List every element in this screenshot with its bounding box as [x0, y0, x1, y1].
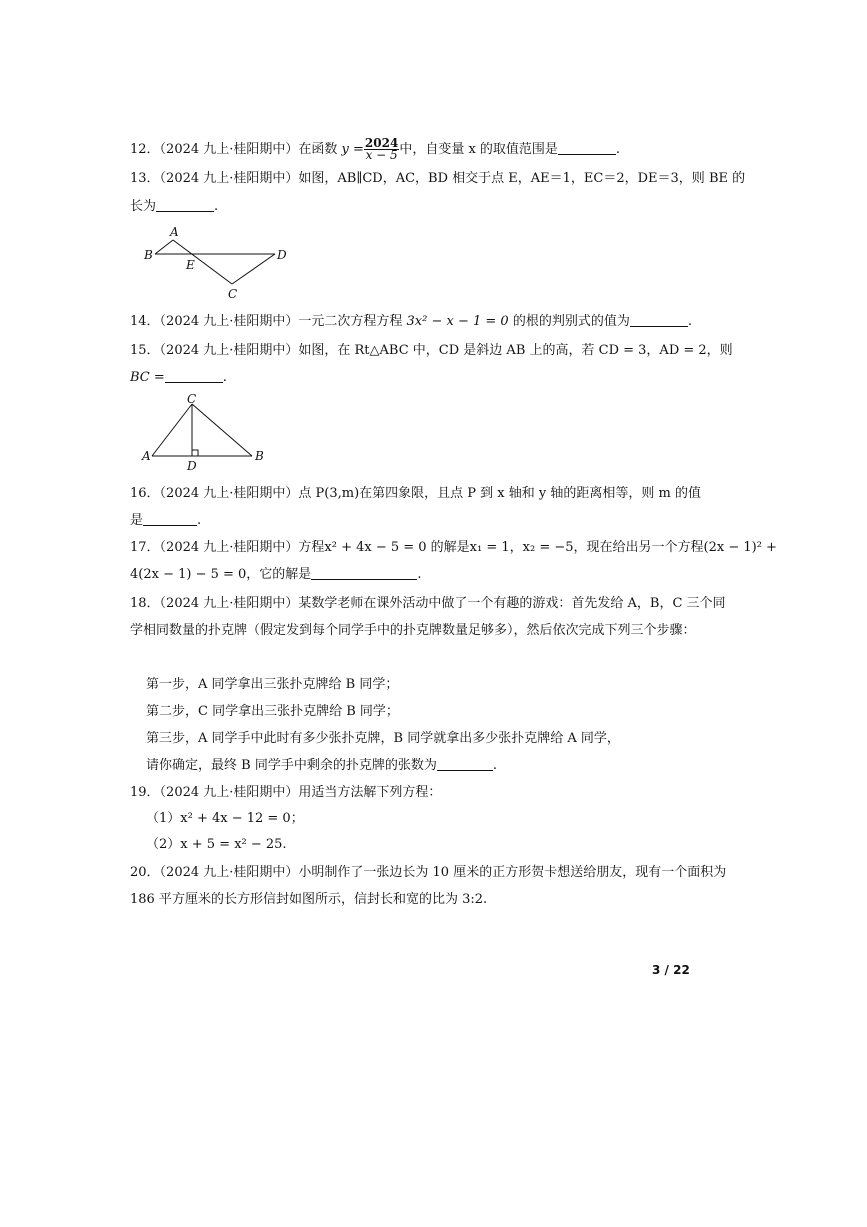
- question-15-line2: BC = .: [130, 370, 227, 385]
- answer-blank[interactable]: [156, 198, 214, 212]
- question-19-sub1: （1）x² + 4x − 12 = 0；: [146, 811, 304, 826]
- question-19-line1: 19．（2024 九上·桂阳期中）用适当方法解下列方程：: [130, 785, 442, 800]
- question-17-line2: 4(2x − 1) − 5 = 0，它的解是 .: [130, 567, 422, 582]
- label-d: D: [187, 459, 197, 472]
- question-15-line1: 15．（2024 九上·桂阳期中）如图，在 Rt△ABC 中，CD 是斜边 AB 上的高，若 CD = 3，AD = 2，则: [130, 343, 733, 358]
- figure-q13: [140, 222, 300, 302]
- segment-ac: [152, 404, 192, 456]
- answer-blank[interactable]: [143, 512, 197, 526]
- segment-bc: [192, 404, 252, 456]
- answer-blank[interactable]: [311, 566, 417, 580]
- label-c: C: [228, 287, 238, 301]
- answer-blank[interactable]: [165, 369, 223, 383]
- label-a: A: [142, 449, 151, 463]
- question-13-line1: 13．（2024 九上·桂阳期中）如图，AB∥CD，AC，BD 相交于点 E，AE＝1，EC＝2，DE＝3，则 BE 的: [130, 171, 746, 186]
- page-number: 3 / 22: [652, 963, 690, 977]
- question-18-line2: 学相同数量的扑克牌（假定发到每个同学手中的扑克牌数量足够多），然后依次完成下列三个步骤：: [130, 623, 696, 638]
- label-b: B: [144, 248, 153, 262]
- question-18-ask: 请你确定，最终 B 同学手中剩余的扑克牌的张数为 .: [146, 758, 497, 773]
- segment-ab: [155, 240, 173, 254]
- question-16-line1: 16．（2024 九上·桂阳期中）点 P(3,m)在第四象限，且点 P 到 x 轴和 y 轴的距离相等，则 m 的值: [130, 486, 701, 501]
- label-c: C: [187, 392, 197, 406]
- question-16-line2: 是 .: [130, 513, 202, 528]
- fraction: $\frac{2024}{x - 5}$: [364, 136, 399, 162]
- segment-cd: [232, 254, 275, 284]
- question-17-line1: 17．（2024 九上·桂阳期中）方程x² + 4x − 5 = 0 的解是x₁ = 1，x₂ = −5，现在给出另一个方程(2x − 1)² +: [130, 540, 777, 555]
- question-20-line1: 20．（2024 九上·桂阳期中）小明制作了一张边长为 10 厘米的正方形贺卡想送给朋友，现有一个面积为: [130, 865, 727, 880]
- segment-ac: [173, 240, 232, 284]
- question-18-step1: 第一步，A 同学拿出三张扑克牌给 B 同学；: [146, 677, 399, 692]
- answer-blank[interactable]: [558, 141, 616, 155]
- figure-q15: [140, 392, 270, 472]
- question-13-line2: 长为 .: [130, 199, 219, 214]
- question-19-sub2: （2）x + 5 = x² − 25.: [146, 837, 287, 852]
- right-angle-mark: [192, 450, 198, 456]
- question-18-step2: 第二步，C 同学拿出三张扑克牌给 B 同学；: [146, 704, 399, 719]
- question-18-line1: 18．（2024 九上·桂阳期中）某数学老师在课外活动中做了一个有趣的游戏：首先发给 A，B，C 三个同: [130, 596, 726, 611]
- label-a: A: [170, 225, 179, 239]
- label-e: E: [186, 258, 195, 272]
- question-14: 14．（2024 九上·桂阳期中）一元二次方程方程 3x² − x − 1 = 0 的根的判别式的值为 .: [130, 314, 692, 329]
- question-12: 12．（2024 九上·桂阳期中）在函数 y = $\frac{2024}{x - 5}$ 中，自变量 x 的取值范围是 .: [130, 136, 621, 162]
- question-18-step3: 第三步，A 同学手中此时有多少张扑克牌，B 同学就拿出多少张扑克牌给 A 同学，: [146, 731, 620, 746]
- label-b: B: [255, 449, 264, 463]
- answer-blank[interactable]: [630, 313, 688, 327]
- answer-blank[interactable]: [437, 757, 493, 771]
- question-20-line2: 186 平方厘米的长方形信封如图所示，信封长和宽的比为 3:2.: [130, 892, 488, 907]
- label-d: D: [277, 248, 287, 262]
